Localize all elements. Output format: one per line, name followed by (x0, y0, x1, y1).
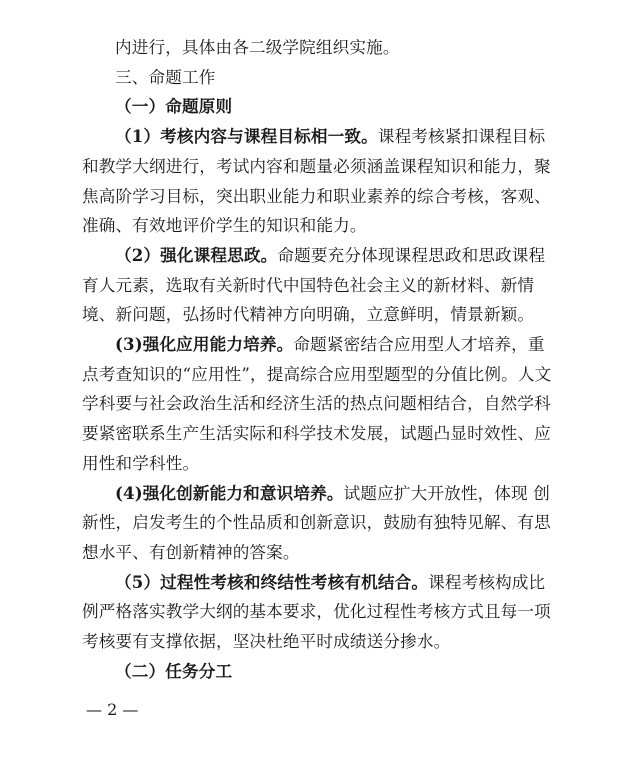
paragraph-4 (82, 479, 552, 568)
subsection-heading-2: （二）任务分工 (115, 660, 233, 681)
paragraph-1-lead: （1）考核内容与课程目标相一致。 (115, 126, 378, 147)
subsection-heading-1: （一）命题原则 (115, 96, 233, 117)
section-heading-3: 三、命题工作 (115, 67, 216, 87)
paragraph-5-body: 课程考核构成比例严格落实教学大纲的基本要求，优化过程性考核方式且每一项考核要有支撑依据，坚决杜绝平时成绩送分掺水。 (82, 572, 551, 652)
paragraph-5 (82, 568, 552, 657)
paragraph-3 (82, 330, 552, 479)
paragraph-1-body: 课程考核紧扣课程目标和教学大纲进行，考试内容和题量必须涵盖课程知识和能力，聚焦高阶学习目标，突出职业能力和职业素养的综合考核，客观、准确、有效地评价学生的知识和能力。 (82, 127, 551, 236)
paragraph-5-lead: （5）过程性考核和终结性考核有机结合。 (115, 571, 429, 592)
paragraph-2-body: 命题要充分体现课程思政和思政课程育人元素，选取有关新时代中国特色社会主义的新材料、新情境、新问题，弘扬时代精神方向明确，立意鲜明，情景新颖。 (82, 245, 546, 325)
paragraph-3-body: 命题紧密结合应用型人才培养，重点考查知识的“应用性”，提高综合应用型题型的分值比例。人文学科要与社会政治生活和经济生活的热点问题相结合，自然学科要紧密联系生产生活实际和科学技术发展，试题凸显时效性、应用性和学科性。 (82, 335, 552, 473)
document-body (82, 33, 552, 686)
paragraph-4-body: 试题应扩大开放性，体现 创新性，启发考生的个性品质和创新意识，鼓励有独特见解、有思想水平、有创新精神的答案。 (82, 483, 551, 562)
paragraph-2-lead: （2）强化课程思政。 (115, 244, 278, 265)
paragraph-4-lead: (4)强化创新能力和意识培养。 (115, 482, 344, 503)
paragraph-2 (82, 241, 552, 330)
paragraph-3-lead: (3)强化应用能力培养。 (115, 334, 294, 355)
page-number: — 2 — (86, 700, 139, 719)
continued-line: 内进行，具体由各二级学院组织实施。 (115, 38, 400, 57)
paragraph-1 (82, 122, 552, 241)
